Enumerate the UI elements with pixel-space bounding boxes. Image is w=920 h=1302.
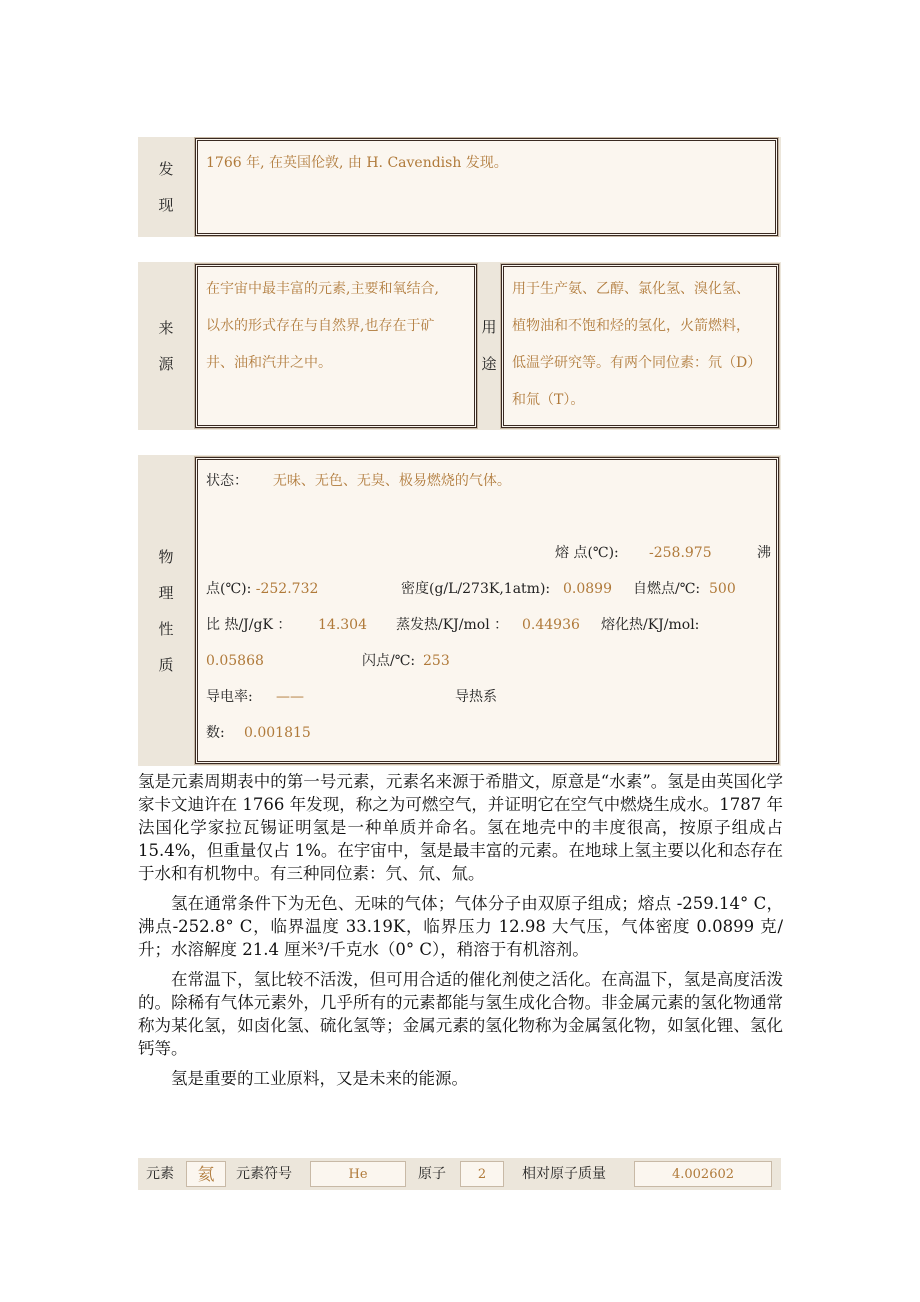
discovery-text: 1766 年, 在英国伦敦, 由 H. Cavendish 发现。 bbox=[206, 155, 508, 171]
symbol-label: 元素符号 bbox=[236, 1166, 292, 1182]
source-uses-section bbox=[138, 262, 781, 430]
state-row: 状态： 无味、无色、无臭、极易燃烧的气体。 bbox=[206, 473, 511, 489]
fusion-row: 0.05868 闪点/℃: 253 bbox=[206, 653, 450, 669]
element-value: 氦 bbox=[186, 1161, 226, 1187]
atomic-label: 原子 bbox=[418, 1166, 446, 1182]
symbol-value: He bbox=[310, 1161, 406, 1187]
physical-section bbox=[138, 455, 781, 766]
mass-value: 4.002602 bbox=[634, 1161, 772, 1187]
atomic-value: 2 bbox=[460, 1161, 504, 1187]
boiling-row: 点(℃): -252.732 密度(g/L/273K,1atm): 0.0899 自燃点/℃: 500 bbox=[206, 581, 736, 597]
uses-box: 用于生产氨、乙醇、氯化氢、溴化氢、 植物油和不饱和烃的氢化，火箭燃料， 低温学研究等。有两个同位素：氘（D） 和氚（T）。 bbox=[501, 264, 779, 428]
paragraph-1: 氢是元素周期表中的第一号元素，元素名来源于希腊文，原意是“水素”。氢是由英国化学家卡文迪许在 1766 年发现，称之为可燃空气，并证明它在空气中燃烧生成水。1787 年法国化学家拉瓦锡证明氢是一种单质并命名。氢在地壳中的丰度很高，按原子组成占 15.4%，但重量仅占 1%。在宇宙中，氢是最丰富的元素。在地球上氢主要以化和态存在于水和有机物中。有三种同位素：氕、氘、氚。 bbox=[138, 772, 783, 883]
paragraph-2: 氢在通常条件下为无色、无味的气体；气体分子由双原子组成；熔点 -259.14° C，沸点-252.8° C，临界温度 33.19K，临界压力 12.98 大气压，气体密度 0.0899 克/升；水溶解度 21.4 厘米³/千克水（0° C），稍溶于有机溶剂。 bbox=[138, 894, 783, 959]
element-footer-bar bbox=[138, 1158, 781, 1190]
discovery-box bbox=[195, 138, 778, 236]
thermal-row: 数: 0.001815 bbox=[206, 725, 311, 741]
source-label: 来 源 bbox=[158, 319, 174, 373]
body-text bbox=[138, 770, 783, 1097]
physical-label: 物 理 性 质 bbox=[158, 547, 174, 674]
melting-row: 熔 点(℃): -258.975 沸 bbox=[555, 545, 771, 561]
uses-label: 用 途 bbox=[481, 318, 497, 373]
physical-box bbox=[195, 457, 779, 764]
element-label: 元素 bbox=[146, 1166, 174, 1182]
conductivity-row: 导电率: —— 导热系 bbox=[206, 689, 497, 705]
discovery-label: 发 现 bbox=[158, 160, 174, 214]
mass-label: 相对原子质量 bbox=[522, 1166, 606, 1182]
heat-row: 比 热/J/gK ： 14.304 蒸发热/KJ/mol ： 0.44936 熔化热/KJ/mol: bbox=[206, 617, 700, 633]
discovery-section bbox=[138, 137, 781, 237]
source-box: 在宇宙中最丰富的元素,主要和氧结合, 以水的形式存在与自然界,也存在于矿 井、油和汽井之中。 bbox=[195, 264, 477, 428]
paragraph-3: 在常温下，氢比较不活泼，但可用合适的催化剂使之活化。在高温下，氢是高度活泼的。除稀有气体元素外，几乎所有的元素都能与氢生成化合物。非金属元素的氢化物通常称为某化氢，如卤化氢、硫化氢等；金属元素的氢化物称为金属氢化物，如氢化锂、氢化钙等。 bbox=[138, 970, 783, 1058]
paragraph-4: 氢是重要的工业原料，又是未来的能源。 bbox=[171, 1069, 468, 1088]
